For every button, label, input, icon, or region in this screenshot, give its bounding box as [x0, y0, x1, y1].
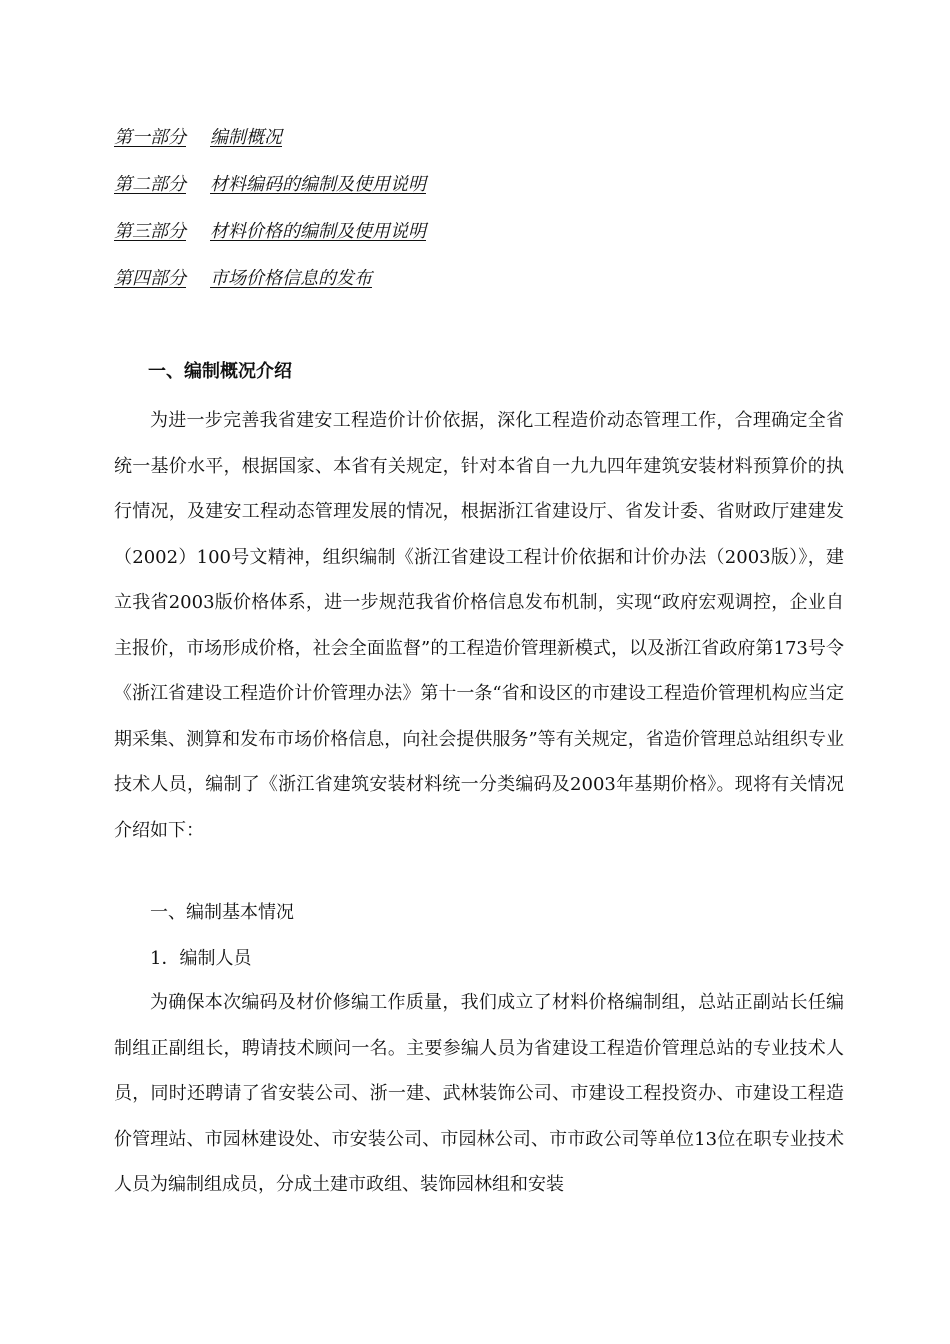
toc-part-title: 市场价格信息的发布: [210, 268, 372, 289]
staff-paragraph-block: [114, 980, 844, 1208]
section-heading: 一、编制概况介绍: [148, 361, 292, 382]
toc-part-label: 第一部分: [114, 127, 186, 148]
staff-paragraph: 为确保本次编码及材价修编工作质量，我们成立了材料价格编制组，总站正副站长任编制组正副组长，聘请技术顾问一名。主要参编人员为省建设工程造价管理总站的专业技术人员，同时还聘请了省安装公司、浙一建、武林装饰公司、市建设工程投资办、市建设工程造价管理站、市园林建设处、市安装公司、市园林公司、市市政公司等单位13位在职专业技术人员为编制组成员，分成土建市政组、装饰园林组和安装: [114, 992, 844, 1195]
subheading-basic-situation: 一、编制基本情况: [150, 902, 294, 923]
toc-part-label: 第四部分: [114, 268, 186, 289]
table-of-contents: [114, 122, 426, 310]
toc-link-part-4[interactable]: [114, 263, 426, 310]
toc-link-part-1[interactable]: [114, 122, 426, 169]
intro-paragraph-block: [114, 398, 844, 853]
toc-part-title: 材料编码的编制及使用说明: [210, 174, 426, 195]
toc-part-title: 编制概况: [210, 127, 282, 148]
toc-part-label: 第三部分: [114, 221, 186, 242]
intro-paragraph: 为进一步完善我省建安工程造价计价依据，深化工程造价动态管理工作，合理确定全省统一基价水平，根据国家、本省有关规定，针对本省自一九九四年建筑安装材料预算价的执行情况，及建安工程动态管理发展的情况，根据浙江省建设厅、省发计委、省财政厅建建发（2002）100号文精神，组织编制《浙江省建设工程计价依据和计价办法（2003版）》，建立我省2003版价格体系，进一步规范我省价格信息发布机制，实现“政府宏观调控，企业自主报价，市场形成价格，社会全面监督”的工程造价管理新模式，以及浙江省政府第173号令《浙江省建设工程造价计价管理办法》第十一条“省和设区的市建设工程造价管理机构应当定期采集、测算和发布市场价格信息，向社会提供服务”等有关规定，省造价管理总站组织专业技术人员，编制了《浙江省建筑安装材料统一分类编码及2003年基期价格》。现将有关情况介绍如下：: [114, 410, 844, 841]
toc-part-label: 第二部分: [114, 174, 186, 195]
subheading-staff: 1．编制人员: [150, 948, 252, 969]
toc-link-part-2[interactable]: [114, 169, 426, 216]
toc-link-part-3[interactable]: [114, 216, 426, 263]
toc-part-title: 材料价格的编制及使用说明: [210, 221, 426, 242]
